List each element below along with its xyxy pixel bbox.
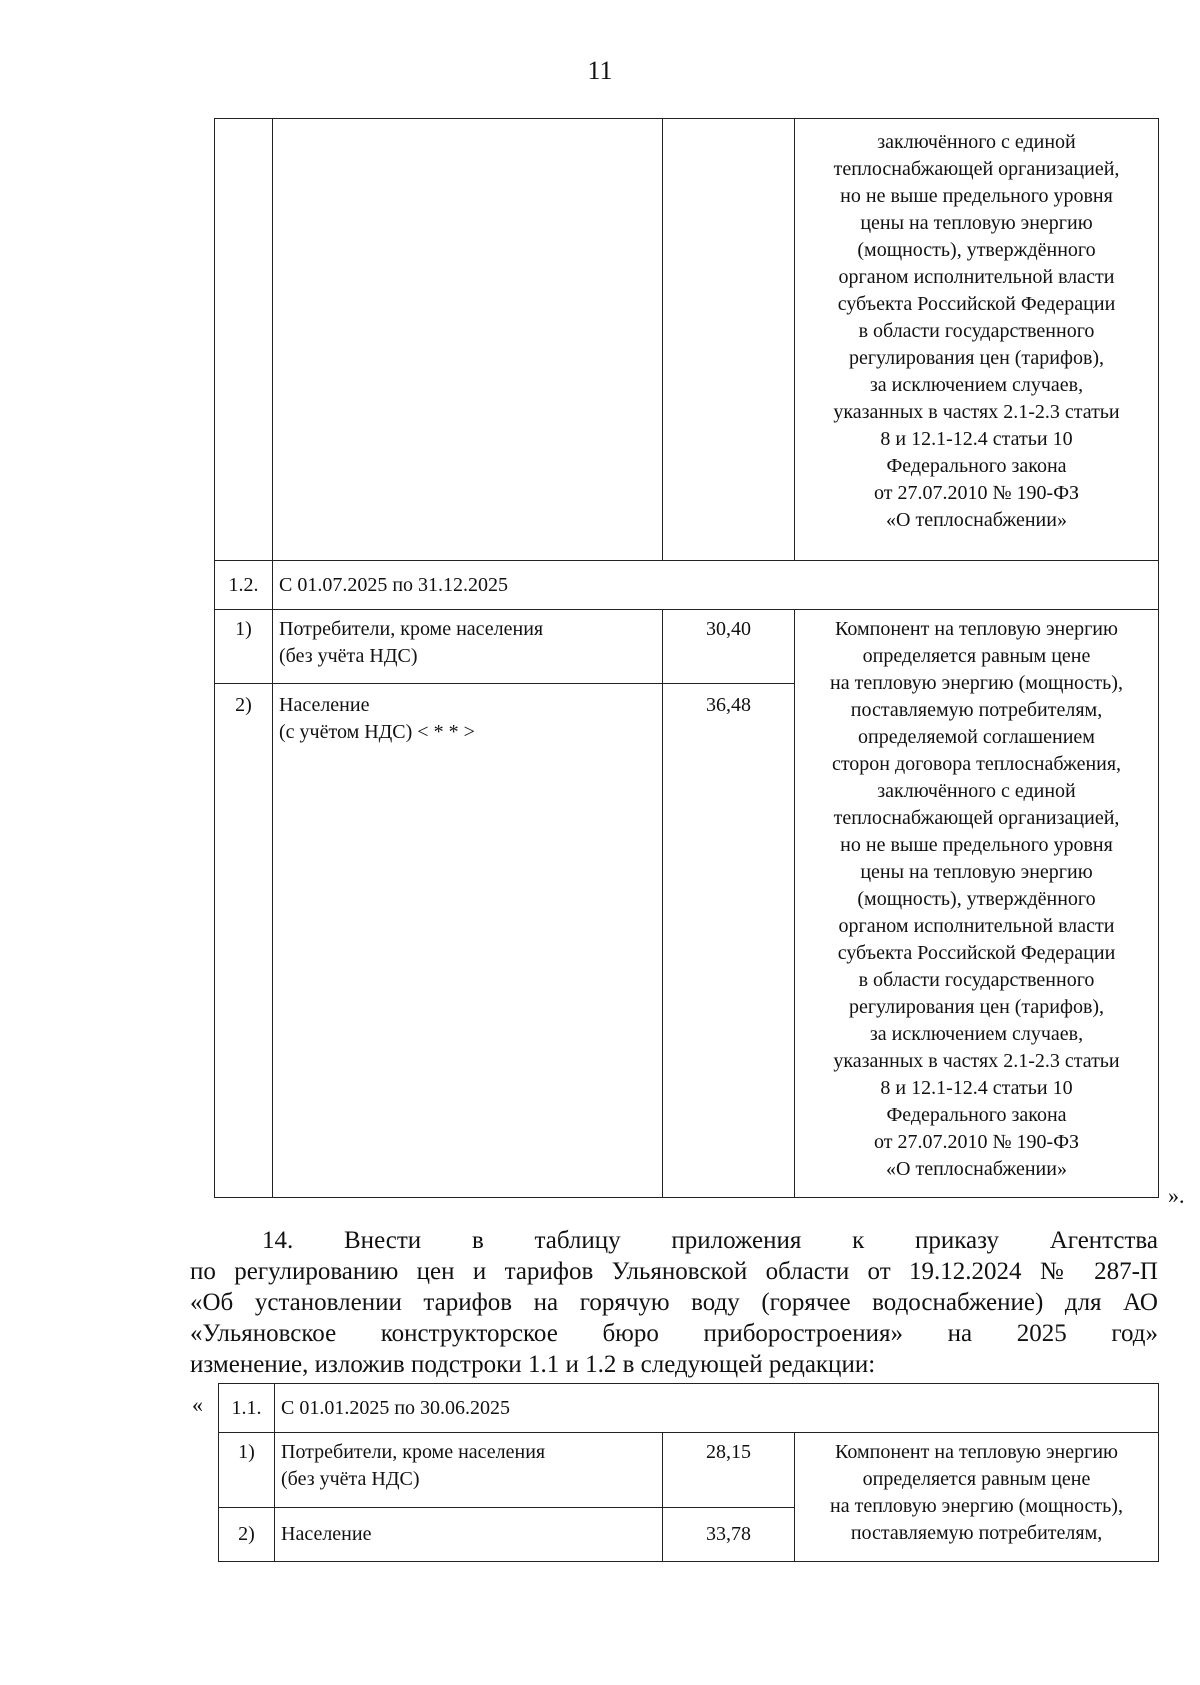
section-num: 1.1. xyxy=(219,1384,275,1433)
paragraph-line: изменение, изложив подстроки 1.1 и 1.2 в следующей редакции: xyxy=(190,1351,876,1378)
row-num: 1) xyxy=(215,610,273,684)
row-value: 33,78 xyxy=(663,1508,795,1562)
page-number: 11 xyxy=(587,56,613,85)
opening-quote: « xyxy=(192,1392,203,1417)
table-row xyxy=(215,610,1159,684)
section-label: С 01.07.2025 по 31.12.2025 xyxy=(273,561,1159,610)
row-label: Население (с учётом НДС) < * * > xyxy=(273,684,663,1198)
component-cell xyxy=(795,610,1159,1198)
paragraph-line: «Ульяновское конструкторское бюро приборостроения» на 2025 год» xyxy=(190,1320,1158,1347)
table-row xyxy=(219,1433,1159,1508)
row-num: 2) xyxy=(215,684,273,1198)
row-num: 2) xyxy=(219,1508,275,1562)
component-cell xyxy=(795,119,1159,561)
label-cell xyxy=(273,119,663,561)
section-row xyxy=(215,561,1159,610)
row-label: Потребители, кроме населения (без учёта НДС) xyxy=(273,610,663,684)
paragraph-line: «Об установлении тарифов на горячую воду (горячее водоснабжение) для АО xyxy=(190,1289,1158,1316)
component-text: заключённого с единой теплоснабжающей организацией, но не выше предельного уровня цены на тепловую энергию (мощность), утверждённого органом исполнительной власти субъекта Российской Федерации в области государственного регулирования цен (тарифов), за исключением случаев, указанных в частях 2.1-2.3 статьи 8 и 12.1-12.4 статьи 10 Федерального закона от 27.07.2010 № 190-ФЗ «О теплоснабжении» xyxy=(833,131,1120,531)
num-cell xyxy=(215,119,273,561)
row-num: 1) xyxy=(219,1433,275,1508)
component-text: Компонент на тепловую энергию определяется равным цене на тепловую энергию (мощность), поставляемую потребителям, xyxy=(830,1441,1123,1544)
row-label: Население xyxy=(275,1508,663,1562)
paragraph-line: по регулированию цен и тарифов Ульяновской области от 19.12.2024 № 287-П xyxy=(190,1258,1158,1285)
tariff-table-new xyxy=(218,1383,1159,1562)
table-row xyxy=(215,119,1159,561)
tariff-table-continued xyxy=(214,118,1159,1198)
paragraph-line: 14. Внести в таблицу приложения к приказу Агентства xyxy=(262,1227,1158,1254)
value-cell xyxy=(663,119,795,561)
section-row xyxy=(219,1384,1159,1433)
amendment-paragraph xyxy=(190,1225,1158,1380)
component-cell xyxy=(795,1433,1159,1562)
row-label: Потребители, кроме населения (без учёта НДС) xyxy=(275,1433,663,1508)
row-value: 28,15 xyxy=(663,1433,795,1508)
section-num: 1.2. xyxy=(215,561,273,610)
closing-quote: ». xyxy=(1168,1183,1185,1208)
row-value: 36,48 xyxy=(663,684,795,1198)
section-label: С 01.01.2025 по 30.06.2025 xyxy=(275,1384,1159,1433)
row-value: 30,40 xyxy=(663,610,795,684)
component-text: Компонент на тепловую энергию определяется равным цене на тепловую энергию (мощность), поставляемую потребителям, определяемой соглашением сторон договора теплоснабжения, заключённого с единой теплоснабжающей организацией, но не выше предельного уровня цены на тепловую энергию (мощность), утверждённого органом исполнительной власти субъекта Российской Федерации в области государственного регулирования цен (тарифов), за исключением случаев, указанных в частях 2.1-2.3 статьи 8 и 12.1-12.4 статьи 10 Федерального закона от 27.07.2010 № 190-ФЗ «О теплоснабжении» xyxy=(830,618,1123,1180)
